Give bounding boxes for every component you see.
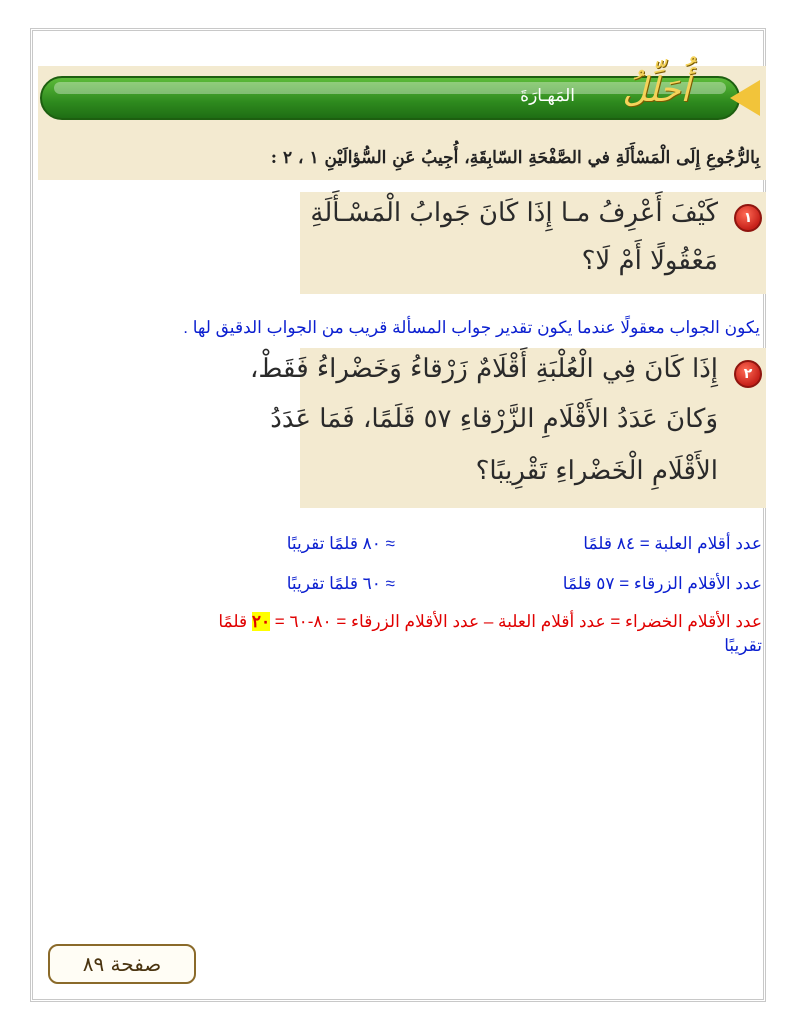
question-1-number: ١ [734, 204, 762, 232]
question-1-line-1: كَيْفَ أَعْرِفُ مـا إِذَا كَانَ جَوابُ الْمَسْـأَلَةِ [310, 198, 718, 228]
answer-1: يكون الجواب معقولًا عندما يكون تقدير جواب المسألة قريب من الجواب الدقيق لها . [183, 318, 760, 337]
intro-text: بِالرُّجُوعِ إِلَى الْمَسْأَلَةِ في الصَّفْحَةِ السّابِقَةِ، أُجِيبُ عَنِ السُّؤالَيْنِ ١ ، ٢ : [270, 148, 760, 168]
page-number-badge: صفحة ٨٩ [48, 944, 196, 984]
question-1-line-2: مَعْقُولًا أَمْ لَا؟ [581, 246, 718, 276]
final-unit: قلمًا [218, 612, 252, 631]
final-answer [32, 610, 762, 658]
question-2-line-2: وَكانَ عَدَدُ الأَقْلَامِ الزَّرْقاءِ ٥٧ قَلَمًا، فَمَا عَدَدُ [270, 404, 718, 434]
question-2-line-1: إِذَا كَانَ فِي الْعُلْبَةِ أَقْلَامٌ زَرْقاءُ وَخَضْراءُ فَقَطْ، [249, 354, 718, 384]
final-tail: تقريبًا [724, 636, 762, 655]
question-2-number: ٢ [734, 360, 762, 388]
calc-row-1-estimate: ≈ ٨٠ قلمًا تقريبًا [286, 534, 395, 553]
question-2-line-3: الأَقْلَامِ الْخَضْراءِ تَقْرِيبًا؟ [475, 456, 718, 486]
banner-subtitle: المَهـارَةَ [520, 86, 575, 106]
final-value-highlight: ٢٠ [251, 612, 271, 631]
calc-row-1-total: عدد أقلام العلبة = ٨٤ قلمًا [583, 534, 762, 553]
banner-title: أُحَلِّلُ [622, 70, 690, 110]
calc-row-2-estimate: ≈ ٦٠ قلمًا تقريبًا [286, 574, 395, 593]
calc-row-2-blue: عدد الأقلام الزرقاء = ٥٧ قلمًا [562, 574, 762, 593]
banner-arrow-icon [730, 80, 760, 116]
final-expression: عدد الأقلام الخضراء = عدد أقلام العلبة – عدد الأقلام الزرقاء = ٨٠-٦٠ = [270, 612, 762, 631]
